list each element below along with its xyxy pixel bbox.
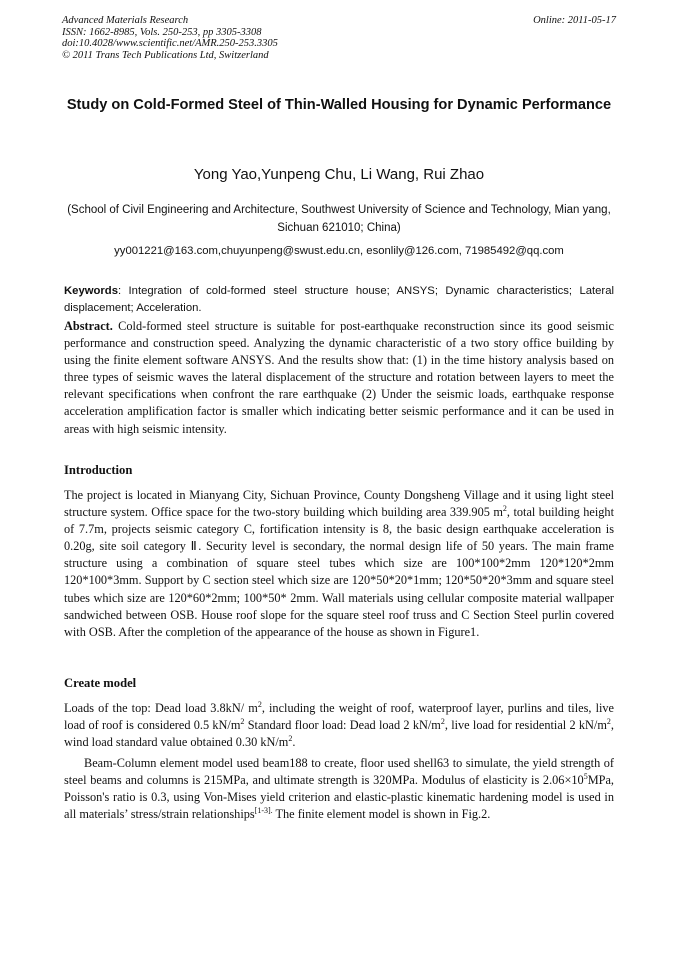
author-list: Yong Yao,Yunpeng Chu, Li Wang, Rui Zhao xyxy=(193,166,485,183)
abstract xyxy=(64,318,614,438)
model-superscript: 2 xyxy=(606,717,611,726)
keywords-text: : Integration of cold-formed steel structure house; ANSYS; Dynamic characteristics; Lateral displacement; Acceleration. xyxy=(64,285,614,314)
journal-copyright: © 2011 Trans Tech Publications Ltd, Switzerland xyxy=(62,49,269,61)
model-text-part: Beam-Column element model used beam188 to create, floor used shell63 to simulate, the yield strength of steel beams and columns is 215MPa, and ultimate strength is 320MPa. Modulus of elasticity is 2.06×10 xyxy=(64,756,614,788)
introduction-heading: Introduction xyxy=(64,463,133,477)
model-text-part: The finite element model is shown in Fig.2. xyxy=(272,807,491,822)
model-superscript: 5 xyxy=(583,772,588,781)
model-text-part: MPa, Poisson's ratio is 0.3, using Von-Mises yield criterion and elastic-plastic kinematic hardening model is used in all materials’ stress/strain relationships xyxy=(64,773,614,822)
model-text-part: , including the weight of roof, waterproof layer, purlins and tiles, live load of roof is considered 0.5 kN/m xyxy=(64,701,615,733)
model-superscript: 2 xyxy=(257,699,262,709)
abstract-label: Abstract. xyxy=(64,319,113,333)
model-text-part: Standard floor load: Dead load 2 kN/m xyxy=(244,718,441,733)
journal-issn: ISSN: 1662-8985, Vols. 250-253, pp 3305-3308 xyxy=(62,26,262,38)
journal-doi[interactable]: doi:10.4028/www.scientific.net/AMR.250-253.3305 xyxy=(62,38,278,49)
introduction-paragraph xyxy=(64,487,614,641)
create-model-paragraph-2 xyxy=(64,755,614,823)
model-superscript: 2 xyxy=(440,717,445,726)
keywords-label: Keywords xyxy=(64,285,118,297)
model-superscript: 2 xyxy=(240,717,245,726)
model-superscript: 2 xyxy=(288,734,293,744)
online-date: Online: 2011-05-17 xyxy=(533,15,616,26)
affiliation: (School of Civil Engineering and Architecture, Southwest University of Science and Technology, Mian yang, Sichuan 621010; China) xyxy=(67,204,611,234)
intro-text-part: , total building height of 7.7m, projects seismic category C, fortification intensity is 8, the basic design earthquake acceleration is 0.20g, site soil category Ⅱ. Security level is secondary, the normal design life of 50 years. The main frame structure using a combination of square steel tubes which size are 100*100*2mm 120*120*2mm 120*100*3mm. Support by C section steel which size are 120*50*20*1mm; 120*50*20*3mm and square steel tubes which size are 120*60*2mm; 100*50* 2mm. Wall materials using cellular composite material wallpaper sandwiched between OSB. House roof slope for the square steel roof truss and C Section Steel purlin covered with OSB. After the completion of the appearance of the house as shown in Figure1. xyxy=(64,505,614,639)
create-model-heading: Create model xyxy=(64,676,137,690)
paper-title: Study on Cold-Formed Steel of Thin-Walled Housing for Dynamic Performance xyxy=(66,97,612,113)
journal-header xyxy=(62,15,278,61)
create-model-paragraph-1 xyxy=(64,700,614,751)
citation-reference[interactable]: [1-3]. xyxy=(254,806,273,816)
model-text-part: , live load for residential 2 kN/m xyxy=(444,718,607,733)
model-text-part: , wind load standard value obtained 0.30 kN/m xyxy=(64,718,614,750)
author-emails[interactable]: yy001221@163.com,chuyunpeng@swust.edu.cn, esonlily@126.com, 71985492@qq.com xyxy=(114,245,564,257)
model-text-part: . xyxy=(292,735,296,750)
intro-superscript: 2 xyxy=(502,504,507,513)
intro-text-part: The project is located in Mianyang City, Sichuan Province, County Dongsheng Village and it using light steel structure system. Office space for the two-story building which building area 339.905 m xyxy=(64,488,614,520)
model-text-part: Loads of the top: Dead load 3.8kN/ m xyxy=(64,701,258,715)
journal-name: Advanced Materials Research xyxy=(62,15,189,26)
abstract-text: Cold-formed steel structure is suitable for post-earthquake reconstruction since its good seismic performance and construction speed. Analyzing the dynamic characteristic of a two story office building by using the finite element software ANSYS. And the results show that: (1) in the time history analysis based on three types of seismic waves the lateral displacement of the structure and rotation between layers to meet the relevant specifications when confront the rare earthquake (2) Under the seismic loads, earthquake response acceleration amplification factor is smaller which indicating better seismic performance and it can be used in areas with high seismic intensity. xyxy=(64,319,614,436)
keywords xyxy=(64,283,614,317)
